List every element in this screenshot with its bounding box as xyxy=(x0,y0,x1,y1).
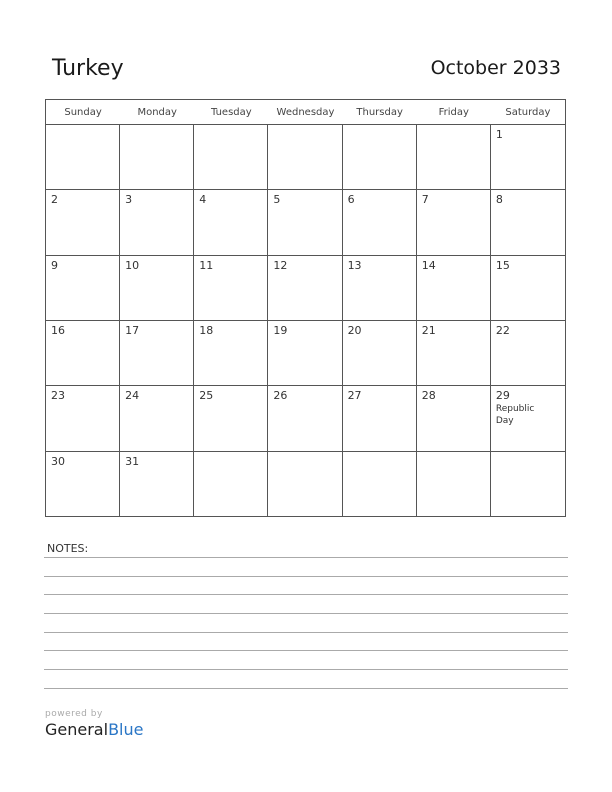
day-cell xyxy=(46,125,120,190)
day-number: 14 xyxy=(421,258,436,272)
day-cell xyxy=(268,452,342,517)
weekday-monday: Monday xyxy=(137,106,177,118)
day-number: 6 xyxy=(347,193,355,207)
day-number: 16 xyxy=(51,324,65,337)
day-number: 22 xyxy=(495,324,510,337)
day-cell xyxy=(194,386,268,451)
day-number: 3 xyxy=(125,193,133,207)
day-cell xyxy=(491,452,565,517)
day-number: 1 xyxy=(495,128,503,141)
day-cell xyxy=(120,125,194,190)
day-number: 19 xyxy=(273,324,288,337)
day-cell xyxy=(343,452,417,517)
weekday-friday: Friday xyxy=(438,106,469,118)
day-number: 5 xyxy=(273,193,281,207)
day-cell xyxy=(343,256,417,321)
weekday-tuesday: Tuesday xyxy=(211,106,252,118)
weekday-sunday: Sunday xyxy=(64,106,102,118)
day-cell xyxy=(46,321,120,386)
day-cell xyxy=(194,321,268,386)
generalblue-logo xyxy=(45,720,143,740)
day-number: 30 xyxy=(51,454,65,468)
brand-blue-text: Blue xyxy=(108,720,144,739)
month-year-title: October 2033 xyxy=(430,57,561,79)
powered-by-text: powered by xyxy=(45,709,103,719)
day-number: 24 xyxy=(125,389,140,403)
day-cell xyxy=(46,256,120,321)
day-number: 29 xyxy=(495,389,510,403)
day-number: 10 xyxy=(125,258,140,272)
day-number: 7 xyxy=(421,193,429,207)
note-line xyxy=(44,650,568,651)
day-cell xyxy=(417,386,491,451)
calendar-grid xyxy=(45,99,566,517)
day-cell xyxy=(120,452,194,517)
day-number: 21 xyxy=(421,324,436,337)
day-cell xyxy=(194,125,268,190)
day-number: 4 xyxy=(199,193,207,207)
day-cell xyxy=(46,190,120,255)
day-cell xyxy=(194,452,268,517)
day-cell xyxy=(417,321,491,386)
day-cell xyxy=(417,256,491,321)
country-title: Turkey xyxy=(52,56,124,81)
day-cell xyxy=(491,190,565,255)
day-cell xyxy=(491,386,565,451)
day-cell xyxy=(491,256,565,321)
day-cell xyxy=(268,321,342,386)
day-cell xyxy=(46,452,120,517)
day-cell xyxy=(268,125,342,190)
holiday-label: Republic Day xyxy=(495,404,535,427)
day-number: 13 xyxy=(347,258,362,272)
day-cell xyxy=(268,190,342,255)
day-cell xyxy=(343,321,417,386)
day-number: 9 xyxy=(51,258,58,272)
day-number: 23 xyxy=(51,389,65,403)
calendar-body xyxy=(46,125,565,517)
day-number: 17 xyxy=(125,324,140,337)
day-cell xyxy=(343,125,417,190)
day-number: 20 xyxy=(347,324,362,337)
day-cell xyxy=(120,386,194,451)
day-cell xyxy=(343,386,417,451)
day-cell xyxy=(120,256,194,321)
note-line xyxy=(44,557,568,558)
day-cell xyxy=(491,125,565,190)
day-number: 25 xyxy=(199,389,214,403)
brand-general-text: General xyxy=(45,720,109,739)
day-cell xyxy=(417,452,491,517)
note-line xyxy=(44,669,568,670)
day-cell xyxy=(491,321,565,386)
weekday-thursday: Thursday xyxy=(356,106,403,118)
brand-footer xyxy=(45,709,143,740)
day-cell xyxy=(417,125,491,190)
day-cell xyxy=(343,190,417,255)
day-number: 27 xyxy=(347,389,362,403)
day-number: 26 xyxy=(273,389,288,403)
day-number: 2 xyxy=(51,193,58,207)
note-line xyxy=(44,688,568,689)
note-line xyxy=(44,594,568,595)
note-line xyxy=(44,613,568,614)
day-cell xyxy=(268,386,342,451)
day-number: 12 xyxy=(273,258,288,272)
day-cell xyxy=(417,190,491,255)
day-cell xyxy=(268,256,342,321)
weekday-wednesday: Wednesday xyxy=(276,106,335,118)
day-number: 28 xyxy=(421,389,436,403)
day-cell xyxy=(194,256,268,321)
note-line xyxy=(44,632,568,633)
weekday-header-row xyxy=(46,100,565,125)
day-cell xyxy=(120,321,194,386)
day-number: 8 xyxy=(495,193,503,207)
day-number: 11 xyxy=(199,258,214,272)
weekday-saturday: Saturday xyxy=(505,106,551,118)
day-cell xyxy=(46,386,120,451)
notes-label: NOTES: xyxy=(47,542,89,555)
day-number: 15 xyxy=(495,258,510,272)
day-cell xyxy=(120,190,194,255)
note-line xyxy=(44,576,568,577)
day-number: 18 xyxy=(199,324,214,337)
day-cell xyxy=(194,190,268,255)
day-number: 31 xyxy=(125,454,140,468)
